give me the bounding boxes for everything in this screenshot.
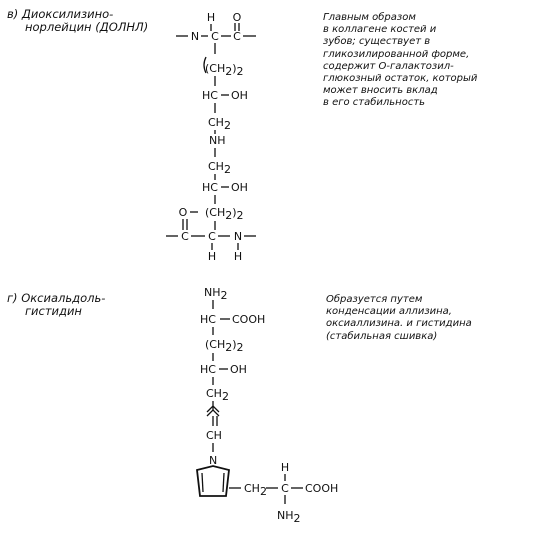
entry-v-desc-line: глюкозный остаток, который <box>323 73 478 85</box>
atom-c: C <box>208 230 216 243</box>
group-oh: OH <box>231 181 248 194</box>
entry-g-desc-line: оксиаллизина. и гистидина <box>326 318 472 330</box>
entry-v-desc-line: гликозилированной форме, <box>323 48 470 60</box>
group-cooh: COOH <box>232 313 266 326</box>
entry-v-desc-line: содержит O-галактозил- <box>323 60 454 72</box>
atom-c: C <box>281 482 289 495</box>
entry-v-desc-line: в коллагене костей и <box>323 24 437 36</box>
entry-g-marker: г) <box>7 291 18 305</box>
entry-g-desc-line: конденсации аллизина, <box>326 306 452 318</box>
group-ch2-paren: (CH2)2 <box>205 206 244 222</box>
group-hc: HC <box>200 363 216 376</box>
atom-h: H <box>280 461 290 474</box>
bond <box>202 473 203 492</box>
group-hc: HC <box>200 313 216 326</box>
atom-h: H <box>207 250 217 263</box>
group-oh: OH <box>231 89 248 102</box>
entry-v-name-line-1: Диоксилизино- <box>21 7 114 21</box>
atom-c: C <box>211 30 219 43</box>
atom-o: O <box>178 206 188 219</box>
entry-g-name-line-2: гистидин <box>25 304 82 318</box>
entry-g-name-line-1: Оксиальдоль- <box>21 291 106 305</box>
group-nh: NH <box>209 134 226 147</box>
atom-c: C <box>233 30 241 43</box>
group-ch2: CH2 <box>208 160 231 176</box>
entry-v-desc-line: зубов; существует в <box>323 36 431 48</box>
atom-o: O <box>232 11 242 24</box>
entry-g-desc-line: Образуется путем <box>326 294 423 305</box>
group-ch2-paren: (CH2)2 <box>205 338 244 354</box>
group-ch2-paren: (CH2)2 <box>205 62 244 78</box>
atom-n: N <box>190 30 200 43</box>
group-nh2: NH2 <box>204 286 228 302</box>
group-ch2: CH2 <box>208 116 231 132</box>
atom-n: N <box>209 454 218 467</box>
entry-v-name-line-2: норлейцин (ДОЛНЛ) <box>25 20 149 34</box>
atom-h: H <box>233 250 243 263</box>
group-ch2: CH2 <box>244 482 267 498</box>
atom-h: H <box>206 11 216 24</box>
structure-v <box>166 11 256 263</box>
entry-v-desc-line: в его стабильность <box>323 97 426 109</box>
entry-v-desc-line: может вносить вклад <box>323 85 438 97</box>
entry-g-desc-line: (стабильная сшивка) <box>326 330 438 342</box>
bond <box>223 473 224 492</box>
group-ch2: CH2 <box>206 387 229 403</box>
group-cooh: COOH <box>305 482 339 495</box>
group-hc: HC <box>202 89 218 102</box>
group-hc: HC <box>202 181 218 194</box>
atom-c: C <box>181 230 189 243</box>
atom-n: N <box>233 230 243 243</box>
entry-v-marker: в) <box>7 7 19 21</box>
group-nh2: NH2 <box>277 509 301 525</box>
structure-g <box>197 286 338 525</box>
group-ch: CH <box>206 429 222 442</box>
entry-v-desc-line: Главным образом <box>323 12 416 23</box>
group-oh: OH <box>230 363 247 376</box>
